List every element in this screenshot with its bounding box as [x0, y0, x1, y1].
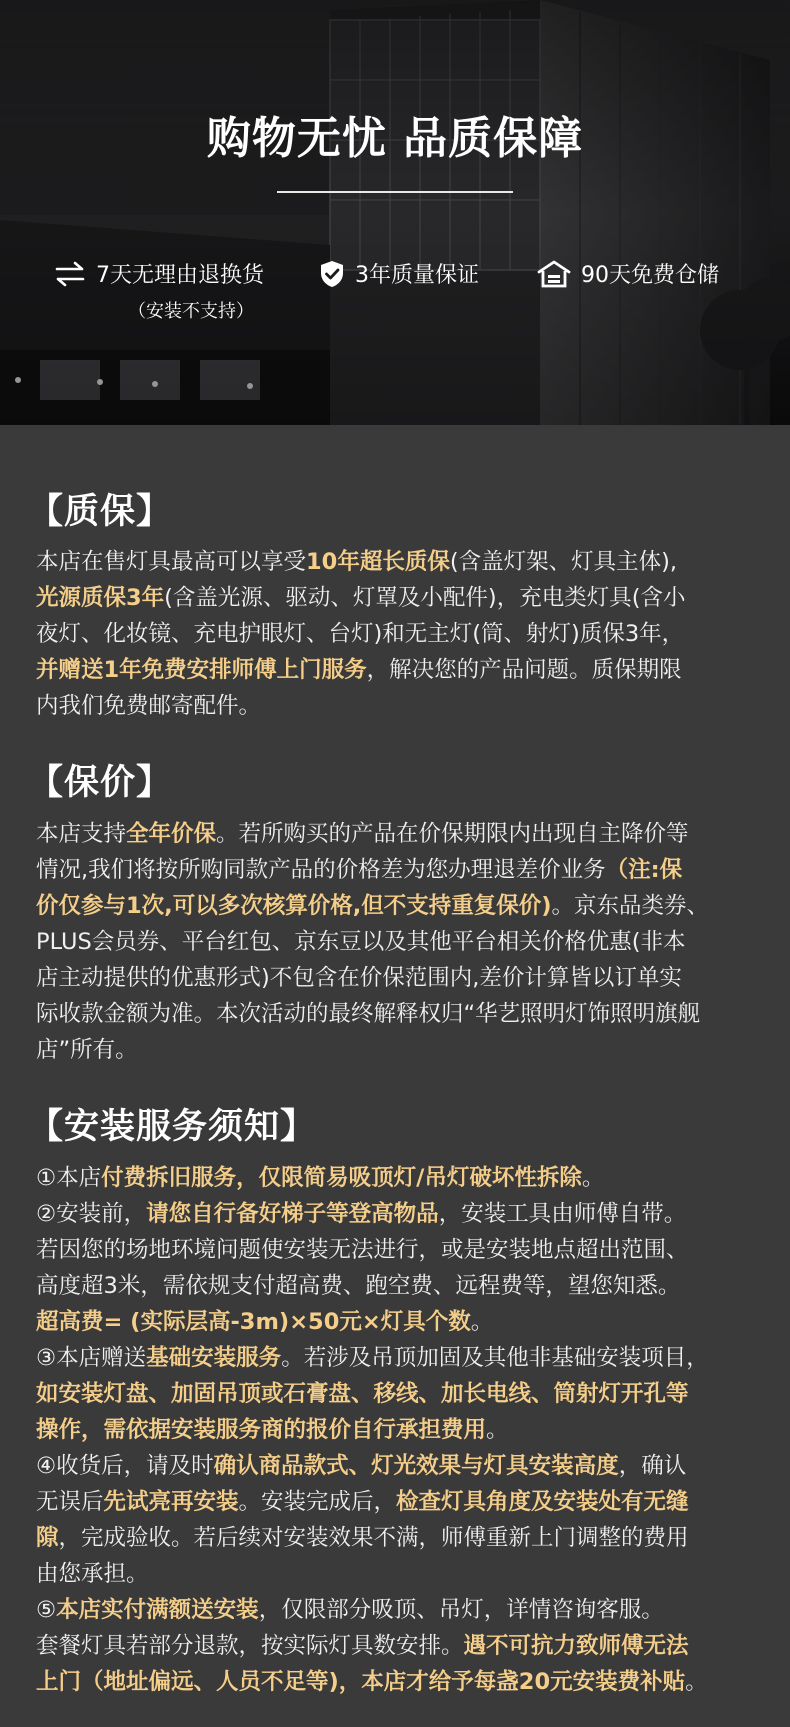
body-text: 无误后	[36, 1489, 104, 1515]
body-text: 店”所有。	[36, 1037, 138, 1063]
body-text: ，安装工具由师傅自带。	[438, 1201, 687, 1227]
price-line	[36, 852, 761, 888]
warehouse-icon	[537, 260, 571, 288]
feature-storage-label: 90天免费仓储	[581, 263, 719, 288]
install-line	[36, 1592, 761, 1628]
body-text: ⑤	[36, 1597, 57, 1623]
highlight-text: 检查灯具角度及安装处有无缝	[396, 1489, 689, 1515]
body-text: 由您承担。	[36, 1561, 149, 1587]
hero-title: 购物无忧 品质保障	[206, 113, 584, 164]
price-line	[36, 816, 761, 852]
body-text: 本店在售灯具最高可以享受	[36, 549, 307, 575]
feature-return-label: 7天无理由退换货	[96, 263, 264, 288]
install-line	[36, 1628, 761, 1664]
installation-title: 【安装服务须知】	[28, 1107, 317, 1147]
feature-return-sub: （安装不支持）	[128, 301, 254, 322]
body-text: 。安装完成后，	[238, 1489, 397, 1515]
body-text: 内我们免费邮寄配件。	[36, 693, 262, 719]
install-line	[36, 1376, 761, 1412]
highlight-text: 先试亮再安装	[103, 1489, 239, 1515]
body-text: 。	[486, 1417, 509, 1443]
warranty-line	[36, 544, 761, 580]
install-line	[36, 1160, 761, 1196]
install-line	[36, 1340, 761, 1376]
body-text: (含盖光源、驱动、灯罩及小配件)，充电类灯具(含小	[164, 585, 686, 611]
body-text: ，仅限部分吸顶、吊灯，详情咨询客服。	[258, 1597, 664, 1623]
feature-warranty	[319, 258, 479, 289]
body-text: 情况,我们将按所购同款产品的价格差为您办理退差价业务	[36, 857, 606, 883]
highlight-text: 超高费= (实际层高-3m)×50元×灯具个数	[36, 1309, 471, 1335]
body-text: 套餐灯具若部分退款，按实际灯具数安排。	[36, 1633, 464, 1659]
body-text: 。若所购买的产品在价保期限内出现自主降价等	[216, 821, 689, 847]
highlight-text: 隙	[36, 1525, 59, 1551]
highlight-text: 基础安装服务	[146, 1345, 282, 1371]
highlight-text: 上门（地址偏远、人员不足等)，本店才给予每盏20元安装费补贴	[36, 1669, 686, 1695]
warranty-line	[36, 652, 761, 688]
price-protection-text	[36, 816, 761, 1068]
highlight-text: 请您自行备好梯子等登高物品	[146, 1201, 439, 1227]
install-line	[36, 1196, 761, 1232]
warranty-text	[36, 544, 761, 724]
body-text: 若因您的场地环境问题使安装无法进行，或是安装地点超出范围、	[36, 1237, 689, 1263]
highlight-text: 确认商品款式、灯光效果与灯具安装高度	[213, 1453, 619, 1479]
exchange-arrows-icon	[54, 261, 86, 287]
price-line	[36, 924, 761, 960]
feature-return	[54, 258, 264, 289]
price-line	[36, 960, 761, 996]
hero-banner	[0, 0, 790, 425]
shield-check-icon	[319, 260, 345, 288]
feature-warranty-label: 3年质量保证	[355, 263, 479, 288]
body-text: ，解决您的产品问题。质保期限	[366, 657, 682, 683]
install-line	[36, 1556, 761, 1592]
body-text: PLUS会员券、平台红包、京东豆以及其他平台相关价格优惠(非本	[36, 929, 686, 955]
body-text: 店主动提供的优惠形式)不包含在价保范围内,差价计算皆以订单实	[36, 965, 682, 991]
highlight-text: （注:保	[605, 857, 683, 883]
warranty-title: 【质保】	[28, 492, 173, 532]
highlight-text: 价仅参与1次,可以多次核算价格,但不支持重复保价)	[36, 893, 552, 919]
body-text: 。若涉及吊顶加固及其他非基础安装项目，	[281, 1345, 709, 1371]
feature-storage	[537, 258, 719, 289]
body-text: 际收款金额为准。本次活动的最终解释权归“华艺照明灯饰照明旗舰	[36, 1001, 701, 1027]
body-text: ，完成验收。若后续对安装效果不满，师傅重新上门调整的费用	[58, 1525, 689, 1551]
highlight-text: 如安装灯盘、加固吊顶或石膏盘、移线、加长电线、筒射灯开孔等	[36, 1381, 689, 1407]
body-text: ，确认	[618, 1453, 687, 1479]
install-line	[36, 1520, 761, 1556]
highlight-text: 本店实付满额送安装	[56, 1597, 259, 1623]
highlight-text: 遇不可抗力致师傅无法	[463, 1633, 689, 1659]
warranty-line	[36, 616, 761, 652]
highlight-text: 10年超长质保	[306, 549, 450, 575]
install-line	[36, 1304, 761, 1340]
install-line	[36, 1664, 761, 1700]
price-protection-title: 【保价】	[28, 763, 173, 803]
building-background-image	[0, 0, 790, 425]
body-text: 高度超3米，需依规支付超高费、跑空费、远程费等，望您知悉。	[36, 1273, 681, 1299]
price-line	[36, 888, 761, 924]
body-text: 。京东品类券、	[551, 893, 710, 919]
body-text: ③本店赠送	[36, 1345, 147, 1371]
highlight-text: 操作，需依据安装服务商的报价自行承担费用	[36, 1417, 487, 1443]
highlight-text: 全年价保	[126, 821, 217, 847]
body-text: 夜灯、化妆镜、充电护眼灯、台灯)和无主灯(筒、射灯)质保3年，	[36, 621, 685, 647]
title-divider	[277, 191, 513, 193]
install-line	[36, 1484, 761, 1520]
install-line	[36, 1268, 761, 1304]
highlight-text: 付费拆旧服务，仅限简易吸顶灯/吊灯破坏性拆除	[101, 1165, 582, 1191]
price-line	[36, 1032, 761, 1068]
body-text: 。	[685, 1669, 708, 1695]
body-text: (含盖灯架、灯具主体),	[449, 549, 678, 575]
warranty-line	[36, 688, 761, 724]
warranty-line	[36, 580, 761, 616]
installation-text	[36, 1160, 761, 1700]
body-text: ④收货后，请及时	[36, 1453, 214, 1479]
install-line	[36, 1412, 761, 1448]
install-line	[36, 1448, 761, 1484]
install-line	[36, 1232, 761, 1268]
body-text: 本店支持	[36, 821, 127, 847]
price-line	[36, 996, 761, 1032]
highlight-text: 并赠送1年免费安排师傅上门服务	[36, 657, 367, 683]
body-text: ①本店	[36, 1165, 102, 1191]
body-text: 。	[581, 1165, 605, 1191]
body-text: 。	[470, 1309, 494, 1335]
body-text: ②安装前，	[36, 1201, 147, 1227]
highlight-text: 光源质保3年	[36, 585, 165, 611]
